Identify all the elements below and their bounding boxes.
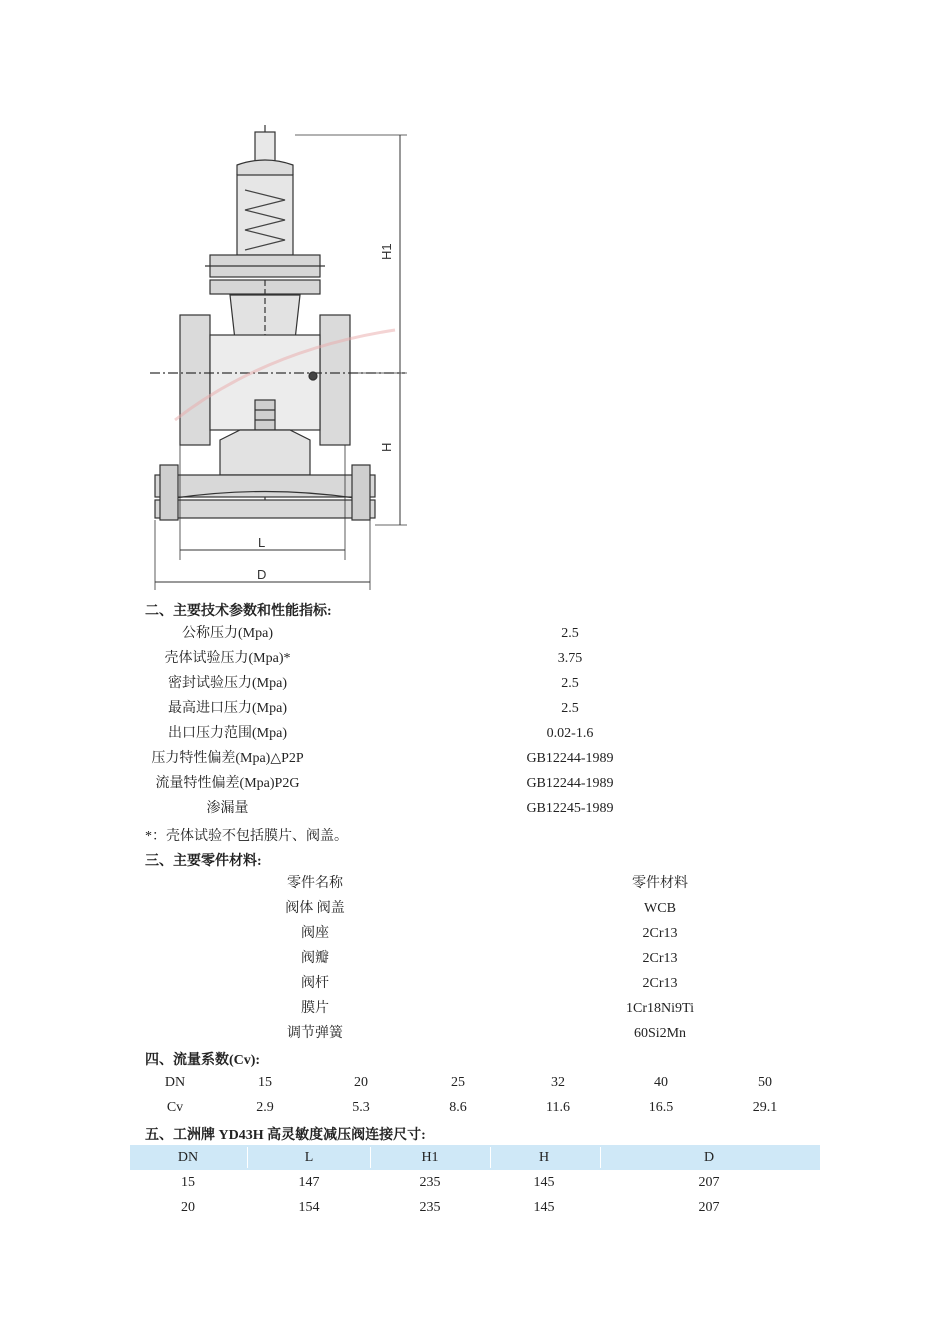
spec-row [145,721,825,746]
spec-label: 密封试验压力(Mpa) [168,676,287,691]
valve-technical-drawing [145,120,415,595]
cv-value: 5.3 [352,1100,370,1115]
materials-part-material: 2Cr13 [642,926,678,941]
cv-dn-row [145,1070,825,1095]
spec-label: 流量特性偏差(Mpa)P2G [155,776,300,791]
cv-value: 2.9 [256,1100,274,1115]
spec-value: 2.5 [561,701,579,716]
materials-part-name: 调节弹簧 [287,1026,343,1041]
dim-label-h1: H1 [379,243,394,260]
spec-value: 3.75 [557,651,583,666]
dimensions-cell: 235 [419,1200,441,1215]
dimensions-header-cell: DN [177,1150,199,1165]
materials-row [145,921,825,946]
dimensions-cell: 145 [533,1200,555,1215]
spec-label: 出口压力范围(Mpa) [168,726,287,741]
dimensions-cell: 145 [533,1175,555,1190]
dimensions-header-cell: L [304,1150,314,1165]
spec-value: GB12244-1989 [526,751,614,766]
spec-label: 最高进口压力(Mpa) [168,701,287,716]
spec-row [145,621,825,646]
spec-value: 2.5 [561,626,579,641]
dim-label-l: L [258,535,266,550]
dimensions-cell: 147 [298,1175,320,1190]
dimensions-row [130,1195,820,1220]
materials-part-material: 2Cr13 [642,951,678,966]
section3-heading: 三、主要零件材料: [145,854,262,869]
section4-heading: 四、流量系数(Cv): [145,1053,261,1068]
dim-label-d: D [257,567,267,582]
spec-value: 0.02-1.6 [546,726,594,741]
dimensions-cell: 207 [698,1175,720,1190]
cv-dn-value: 25 [451,1075,465,1090]
materials-part-material: WCB [644,901,676,916]
cv-value: 16.5 [648,1100,674,1115]
materials-part-name: 阀杆 [301,976,329,991]
spec-value: GB12244-1989 [526,776,614,791]
materials-part-material: 2Cr13 [642,976,678,991]
spec-value: 2.5 [561,676,579,691]
dimensions-cell: 20 [181,1200,195,1215]
spec-label: 渗漏量 [206,801,249,816]
cv-value: 11.6 [546,1100,570,1115]
dimensions-header-cell: D [703,1150,715,1165]
spec-row [145,796,825,821]
materials-row [145,971,825,996]
materials-header-name: 零件名称 [287,876,343,891]
materials-part-material: 1Cr18Ni9Ti [626,1001,694,1016]
cv-dn-label: DN [164,1075,186,1090]
materials-part-material: 60Si2Mn [633,1026,687,1041]
spec-row [145,696,825,721]
spec-label: 壳体试验压力(Mpa)* [164,651,291,666]
dimensions-header-cell: H1 [421,1150,439,1165]
materials-row [145,996,825,1021]
section5-heading: 五、工洲牌 YD43H 高灵敏度减压阀连接尺寸: [145,1128,426,1143]
cv-value: 8.6 [449,1100,467,1115]
spec-note: *：壳体试验不包括膜片、阀盖。 [145,829,348,844]
materials-row [145,896,825,921]
cv-dn-value: 32 [551,1075,565,1090]
dimensions-cell: 154 [298,1200,320,1215]
spec-row [145,746,825,771]
materials-part-name: 膜片 [301,1001,329,1016]
cv-dn-value: 50 [758,1075,772,1090]
dimensions-header-cell: H [538,1150,550,1165]
materials-row [145,1021,825,1046]
dimensions-row [130,1170,820,1195]
materials-row [145,946,825,971]
spec-row [145,646,825,671]
dimensions-header-bar [130,1145,820,1170]
spec-row [145,671,825,696]
cv-label: Cv [166,1100,184,1115]
cv-dn-value: 15 [258,1075,272,1090]
spec-label: 压力特性偏差(Mpa)△P2P [151,751,304,766]
cv-dn-value: 20 [354,1075,368,1090]
materials-header-material: 零件材料 [632,876,688,891]
materials-part-name: 阀瓣 [301,951,329,966]
spec-value: GB12245-1989 [526,801,614,816]
cv-dn-value: 40 [654,1075,668,1090]
dim-label-h: H [379,442,394,452]
cv-value-row [145,1095,825,1120]
dimensions-cell: 235 [419,1175,441,1190]
spec-label: 公称压力(Mpa) [182,626,273,641]
cv-value: 29.1 [752,1100,778,1115]
dimensions-cell: 207 [698,1200,720,1215]
materials-part-name: 阀体 阀盖 [285,901,345,916]
section2-heading: 二、主要技术参数和性能指标: [145,604,332,619]
materials-header-row [145,871,825,896]
materials-part-name: 阀座 [301,926,329,941]
dimensions-cell: 15 [181,1175,195,1190]
spec-row [145,771,825,796]
